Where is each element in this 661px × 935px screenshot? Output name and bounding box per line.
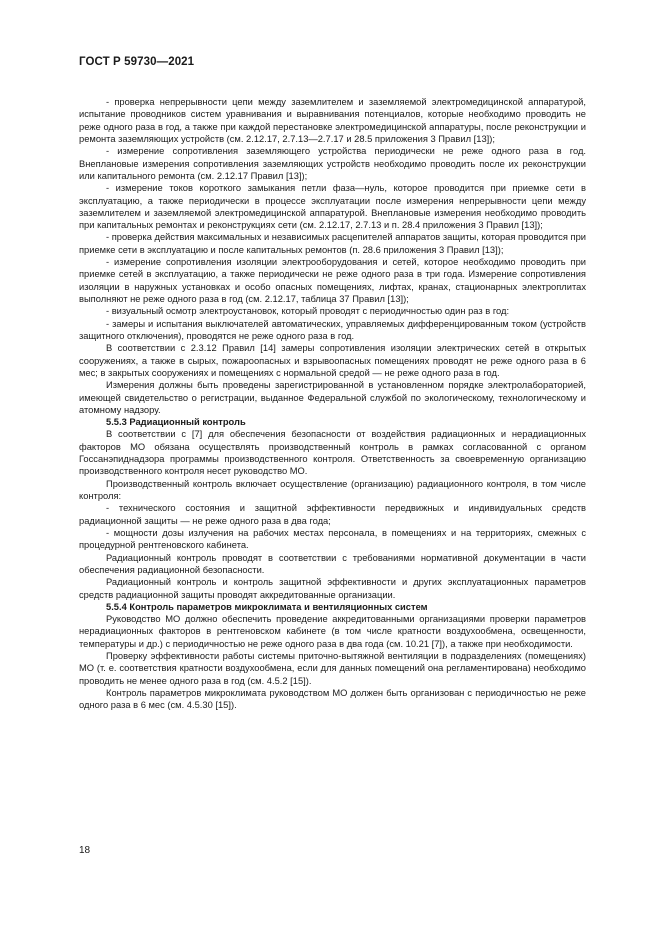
paragraph: В соответствии с [7] для обеспечения безопасности от воздействия радиационных и нерадиационных факторов МО обязана осуществлять производственный контроль в рамках согласованной с органом Госсанэпиднадзора программы производственного контроля. Ответственность за своевременную организацию производственного контроля несет руководство МО. bbox=[79, 429, 586, 477]
paragraph: Измерения должны быть проведены зарегистрированной в установленном порядке электролабораторией, имеющей свидетельство о регистрации, выданное Федеральной службой по экологическому, технологическому и атомному надзору. bbox=[79, 380, 586, 415]
paragraph: - измерение сопротивления изоляции электрооборудования и сетей, которое необходимо проводить при приемке сетей в эксплуатацию, а также периодически не реже одного раза в три года. Измерение сопротивления изоляции в наружных установках и особо опасных помещениях, лифтах, кранах, стационарных электроплитах выполняют не реже одного раза в год (см. 2.12.17, таблица 37 Правил [13]); bbox=[79, 257, 586, 304]
paragraph: Руководство МО должно обеспечить проведение аккредитованными организациями проверки параметров нерадиационных факторов в рентгеновском кабинете (в том числе кратности воздухообмена, освещенности, температуры и др.) с периодичностью не реже одного раза в два года (см. 10.21 [7]), а также при необходимости. bbox=[79, 614, 586, 649]
section-heading: 5.5.4 Контроль параметров микроклимата и вентиляционных систем bbox=[106, 601, 428, 612]
paragraph: - замеры и испытания выключателей автоматических, управляемых дифференцированным током (устройств защитного отключения), проводятся не реже одного раза в год. bbox=[79, 318, 586, 341]
section-heading: 5.5.3 Радиационный контроль bbox=[106, 417, 246, 428]
paragraph: - измерение сопротивления заземляющего устройства периодически не реже одного раза в год. Внеплановые измерения сопротивления заземляющих устройств необходимо проводить после их реконструкции или капитального ремонта (см. 2.12.17 Правил [13]); bbox=[79, 146, 586, 181]
paragraph: Проверку эффективности работы системы приточно-вытяжной вентиляции в подразделениях (помещениях) МО (т. е. соответствия кратности воздухообмена, если для данных помещений она регламентирована) необходимо проводить не менее одного раза в год (см. 4.5.2 [15]). bbox=[79, 651, 586, 686]
paragraph: - визуальный осмотр электроустановок, который проводят с периодичностью один раз в год: bbox=[106, 306, 510, 317]
paragraph: - измерение токов короткого замыкания петли фаза—нуль, которое проводится при приемке сети в эксплуатацию, а также периодически в процессе эксплуатации после измерения непрерывности цепи между заземлителем и заземляемой электромедицинской аппаратурой. Внеплановые измерения необходимо проводить при капитальных ремонтах и реконструкциях сети (см. 2.12.17, 2.7.13 и п. 28.4 приложения 3 Правил [13]); bbox=[79, 183, 586, 231]
paragraph: - проверка действия максимальных и независимых расцепителей аппаратов защиты, которая проводится при приемке сети в эксплуатацию и после капитальных ремонтов (п. 28.6 приложения 3 Правил [13]); bbox=[79, 232, 586, 255]
paragraph: Производственный контроль включает осуществление (организацию) радиационного контроля, в том числе контроля: bbox=[79, 478, 586, 501]
paragraph: Контроль параметров микроклимата руководством МО должен быть организован с периодичностью не реже одного раза в 6 мес (см. 4.5.30 [15]). bbox=[79, 688, 586, 711]
paragraph: Радиационный контроль и контроль защитной эффективности и других эксплуатационных параметров средств радиационной защиты проводят аккредитованные организации. bbox=[79, 577, 586, 600]
page-number: 18 bbox=[79, 845, 91, 856]
paragraph: В соответствии с 2.3.12 Правил [14] замеры сопротивления изоляции электрических сетей в открытых сооружениях, а также в сырых, пожароопасных и взрывоопасных помещениях проводят не реже одного раза в 6 мес; в закрытых сооружениях и помещениях с нормальной средой — не реже одного раза в год. bbox=[79, 343, 586, 378]
document-header: ГОСТ Р 59730—2021 bbox=[79, 56, 195, 68]
paragraph: - мощности дозы излучения на рабочих местах персонала, в помещениях и на территориях, смежных с процедурной рентгеновского кабинета. bbox=[79, 527, 586, 551]
paragraph: - технического состояния и защитной эффективности передвижных и индивидуальных средств радиационной защиты — не реже одного раза в два года; bbox=[79, 503, 586, 526]
document-body bbox=[79, 96, 586, 712]
paragraph: - проверка непрерывности цепи между заземлителем и заземляемой электромедицинской аппаратурой, испытание проводников систем уравнивания и выравнивания потенциалов, которые необходимо проводить не реже одного раза в год, а также при каждой перестановке электромедицинской аппаратуры, после реконструкции и ремонта заземляющих устройств (см. 2.12.17, 2.7.13—2.7.17 и 28.5 приложения 3 Правил [13]); bbox=[79, 97, 586, 144]
paragraph: Радиационный контроль проводят в соответствии с требованиями нормативной документации в части обеспечения радиационной безопасности. bbox=[79, 552, 586, 575]
